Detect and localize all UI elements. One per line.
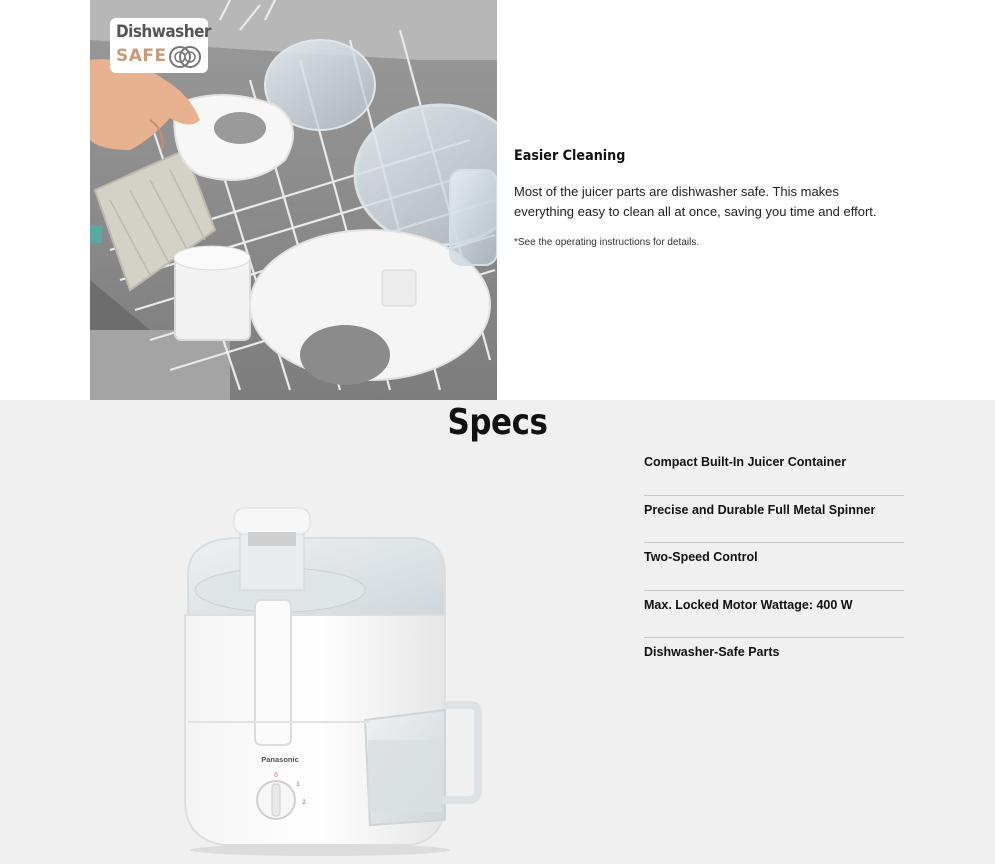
badge-title: Dishwasher [116,22,211,42]
dishwasher-safe-badge [110,18,211,73]
brand-logo: Panasonic [261,755,299,764]
spec-item: Two-Speed Control [644,543,904,591]
spec-item: Compact Built-In Juicer Container [644,448,904,496]
specs-section [0,400,995,864]
dishes-icon [168,45,202,69]
specs-title: Specs [447,402,548,443]
dial-label-2: 2 [302,800,306,806]
spec-list [644,448,904,686]
dial-label-1: 1 [296,782,300,788]
spec-item: Dishwasher-Safe Parts [644,645,780,659]
spec-item: Max. Locked Motor Wattage: 400 W [644,591,904,639]
section-title: Easier Cleaning [514,148,626,164]
footnote: *See the operating instructions for details. [514,237,700,248]
section-description: Most of the juicer parts are dishwasher safe. This makes everything easy to clean all at once, saving you time and effort. [514,184,877,219]
badge-subtitle: SAFE [116,46,167,66]
dial-label-off: 0 [274,773,278,779]
juicer-product-image [170,500,490,860]
spec-item: Precise and Durable Full Metal Spinner [644,496,904,544]
easier-cleaning-section [0,0,995,400]
